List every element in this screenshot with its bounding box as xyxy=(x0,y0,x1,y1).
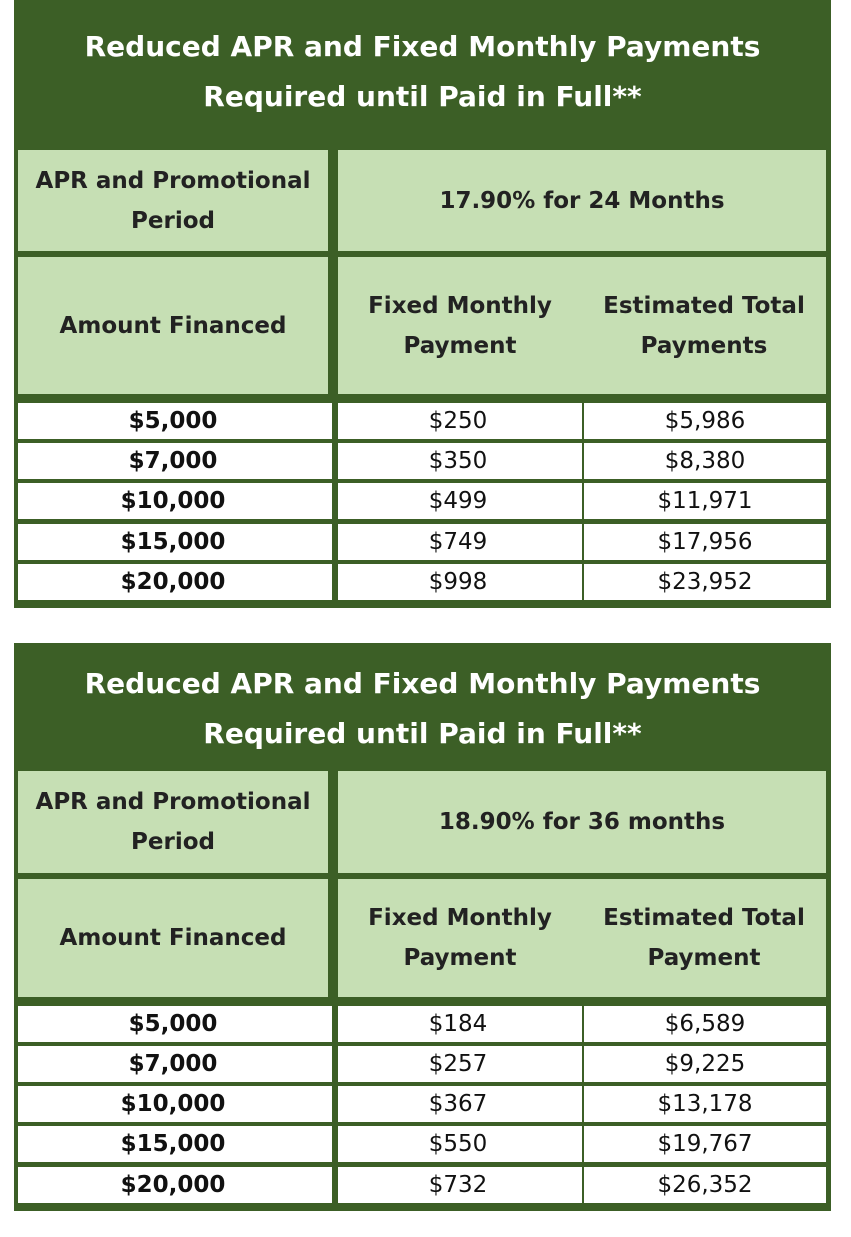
estimated-total-header xyxy=(582,879,826,997)
amount-financed: $7,000 xyxy=(18,443,328,479)
fixed-monthly-payment: $732 xyxy=(338,1167,578,1203)
amount-financed: $10,000 xyxy=(18,1086,328,1122)
estimated-total-line-2: Payment xyxy=(647,945,761,971)
apr-label-cell xyxy=(18,150,328,251)
fixed-monthly-payment: $250 xyxy=(338,403,578,439)
estimated-total-line-2: Payments xyxy=(640,332,768,359)
estimated-total: $17,956 xyxy=(584,524,826,560)
amount-financed: $20,000 xyxy=(18,1167,328,1203)
table-row xyxy=(18,564,826,600)
estimated-total-line-1: Estimated Total xyxy=(603,292,805,319)
table-title-line-1: Reduced APR and Fixed Monthly Payments xyxy=(84,667,761,700)
payment-table-24-months xyxy=(14,0,831,608)
amount-financed-label: Amount Financed xyxy=(59,312,287,339)
fixed-monthly-payment: $998 xyxy=(338,564,578,600)
fixed-monthly-line-2: Payment xyxy=(403,332,517,359)
fixed-monthly-payment: $550 xyxy=(338,1126,578,1162)
fixed-monthly-payment: $499 xyxy=(338,483,578,519)
estimated-total: $9,225 xyxy=(584,1046,826,1082)
apr-value: 17.90% for 24 Months xyxy=(439,187,725,214)
amount-financed: $10,000 xyxy=(18,483,328,519)
estimated-total-header xyxy=(582,257,826,394)
apr-value: 18.90% for 36 months xyxy=(438,809,726,835)
apr-value-cell xyxy=(338,771,826,873)
table-row xyxy=(18,1046,826,1082)
amount-financed-header xyxy=(18,879,328,997)
fixed-monthly-payment: $257 xyxy=(338,1046,578,1082)
fixed-monthly-payment: $184 xyxy=(338,1006,578,1042)
fixed-monthly-line-1: Fixed Monthly xyxy=(368,905,552,931)
table-row xyxy=(18,524,826,560)
amount-financed: $15,000 xyxy=(18,1126,328,1162)
fixed-monthly-line-2: Payment xyxy=(403,945,517,971)
estimated-total: $5,986 xyxy=(584,403,826,439)
fixed-monthly-payment-header xyxy=(338,879,582,997)
amount-financed-header xyxy=(18,257,328,394)
table-row xyxy=(18,483,826,519)
estimated-total-line-1: Estimated Total xyxy=(603,905,805,931)
estimated-total: $8,380 xyxy=(584,443,826,479)
estimated-total: $13,178 xyxy=(584,1086,826,1122)
table-row xyxy=(18,1006,826,1042)
estimated-total: $11,971 xyxy=(584,483,826,519)
amount-financed: $7,000 xyxy=(18,1046,328,1082)
table-row xyxy=(18,403,826,439)
table-row xyxy=(18,1086,826,1122)
estimated-total: $6,589 xyxy=(584,1006,826,1042)
fixed-monthly-payment: $350 xyxy=(338,443,578,479)
apr-value-cell xyxy=(338,150,826,251)
table-row xyxy=(18,1167,826,1203)
fixed-monthly-payment: $749 xyxy=(338,524,578,560)
table-title-line-1: Reduced APR and Fixed Monthly Payments xyxy=(84,30,761,63)
table-title xyxy=(14,22,831,122)
amount-financed: $5,000 xyxy=(18,403,328,439)
table-title xyxy=(14,659,831,759)
estimated-total: $19,767 xyxy=(584,1126,826,1162)
fixed-monthly-payment-header xyxy=(338,257,582,394)
amount-financed: $5,000 xyxy=(18,1006,328,1042)
apr-label-line-2: Period xyxy=(131,207,215,234)
amount-financed: $15,000 xyxy=(18,524,328,560)
fixed-monthly-line-1: Fixed Monthly xyxy=(368,292,552,319)
amount-financed: $20,000 xyxy=(18,564,328,600)
payment-table-36-months xyxy=(14,643,831,1211)
apr-label-line-2: Period xyxy=(131,829,215,855)
table-row xyxy=(18,1126,826,1162)
payment-headers-cell xyxy=(338,257,826,394)
estimated-total: $26,352 xyxy=(584,1167,826,1203)
apr-label-line-1: APR and Promotional xyxy=(35,167,311,194)
estimated-total: $23,952 xyxy=(584,564,826,600)
payment-headers-cell xyxy=(338,879,826,997)
amount-financed-label: Amount Financed xyxy=(59,925,287,951)
apr-label-cell xyxy=(18,771,328,873)
table-title-line-2: Required until Paid in Full** xyxy=(203,717,642,750)
fixed-monthly-payment: $367 xyxy=(338,1086,578,1122)
table-row xyxy=(18,443,826,479)
table-title-line-2: Required until Paid in Full** xyxy=(203,80,642,113)
apr-label-line-1: APR and Promotional xyxy=(35,789,311,815)
